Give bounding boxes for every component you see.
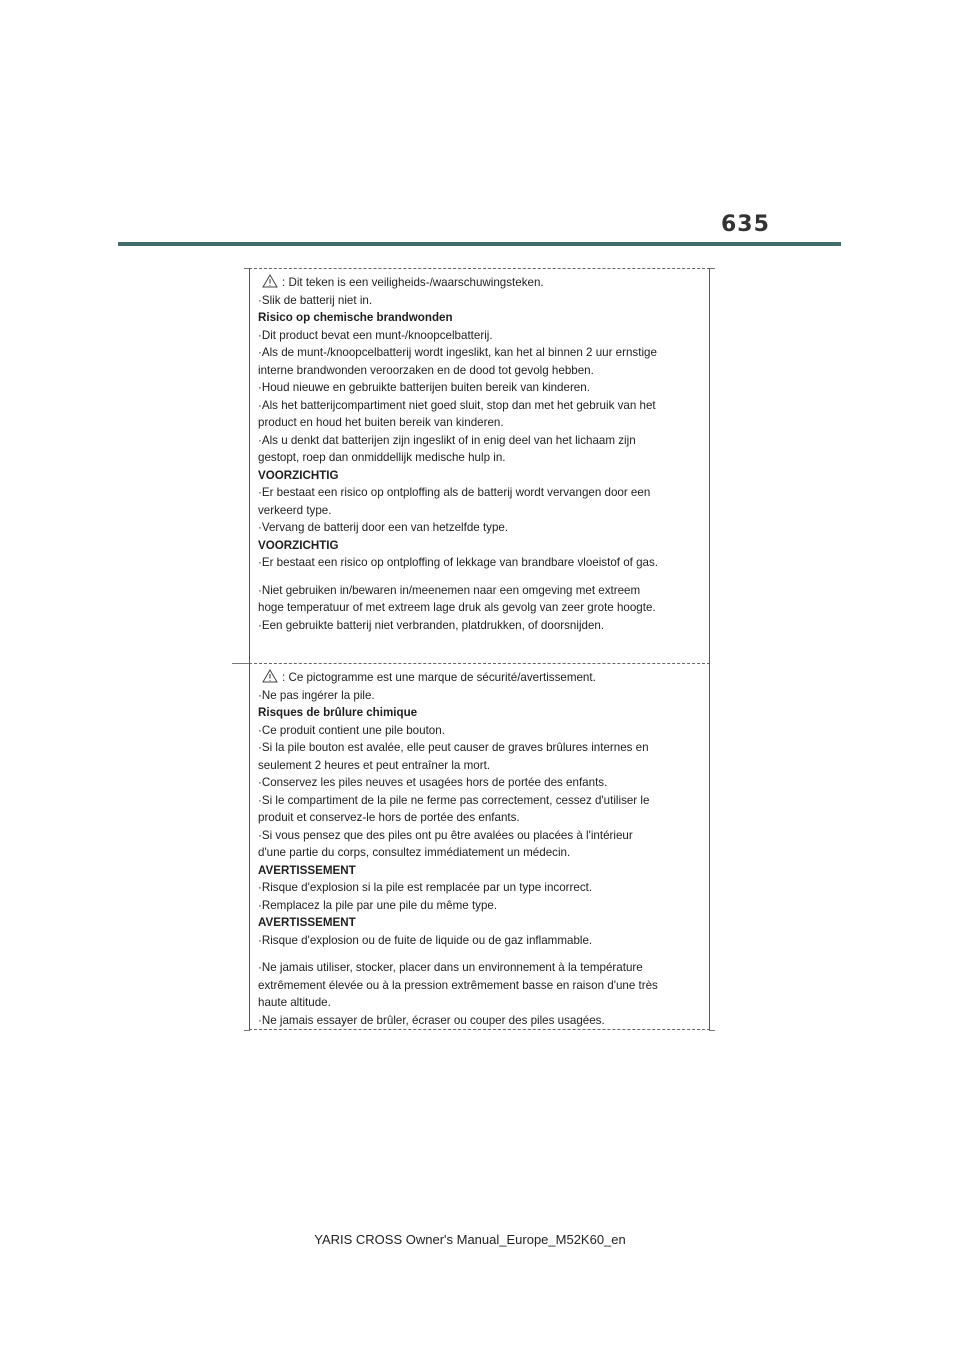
text-line bbox=[258, 897, 698, 915]
line-text: ·Si vous pensez que des piles ont pu être avalées ou placées à l'intérieur bbox=[258, 828, 633, 842]
line-text: ·Ne jamais utiliser, stocker, placer dans un environnement à la température bbox=[258, 961, 643, 974]
text-line bbox=[258, 844, 698, 862]
text-line bbox=[258, 669, 698, 687]
text-line bbox=[258, 397, 698, 415]
text-line bbox=[258, 994, 698, 1012]
spacer bbox=[258, 572, 698, 582]
line-text: ·Risque d'explosion ou de fuite de liquide ou de gaz inflammable. bbox=[258, 933, 593, 947]
line-text: ·Vervang de batterij door een van hetzelfde type. bbox=[258, 521, 509, 534]
section-heading bbox=[258, 914, 698, 932]
text-line bbox=[258, 722, 698, 740]
line-text: ·Als het batterijcompartiment niet goed sluit, stop dan met het gebruik van het bbox=[258, 398, 656, 412]
text-line bbox=[258, 274, 698, 292]
line-text: AVERTISSEMENT bbox=[258, 916, 356, 929]
text-line bbox=[258, 554, 698, 572]
line-text: ·Slik de batterij niet in. bbox=[258, 293, 373, 307]
line-text: hoge temperatuur of met extreem lage druk als gevolg van zeer grote hoogte. bbox=[258, 601, 656, 614]
line-text: verkeerd type. bbox=[258, 503, 332, 517]
section-heading bbox=[258, 309, 698, 327]
line-text: seulement 2 heures et peut entraîner la mort. bbox=[258, 758, 491, 772]
battery-warning-panel-french bbox=[249, 663, 710, 1030]
line-text: VOORZICHTIG bbox=[258, 468, 339, 482]
text-line bbox=[258, 449, 698, 467]
line-text: ·Si la pile bouton est avalée, elle peut causer de graves brûlures internes en bbox=[258, 741, 649, 754]
text-line bbox=[258, 432, 698, 450]
text-line bbox=[258, 617, 698, 635]
text-line bbox=[258, 599, 698, 617]
panel-content-french bbox=[258, 669, 698, 1029]
line-text: VOORZICHTIG bbox=[258, 538, 339, 552]
line-text: ·Ce produit contient une pile bouton. bbox=[258, 723, 445, 737]
line-text: Risques de brûlure chimique bbox=[258, 706, 418, 719]
text-line bbox=[258, 879, 698, 897]
line-text: ·Conservez les piles neuves et usagées hors de portée des enfants. bbox=[258, 776, 608, 789]
page-footer: YARIS CROSS Owner's Manual_Europe_M52K60_en bbox=[314, 1232, 626, 1247]
line-text: interne brandwonden veroorzaken en de dood tot gevolg hebben. bbox=[258, 363, 594, 377]
text-line bbox=[258, 1012, 698, 1030]
text-line bbox=[258, 484, 698, 502]
line-text: gestopt, roep dan onmiddellijk medische hulp in. bbox=[258, 451, 506, 464]
text-line bbox=[258, 809, 698, 827]
line-text: : Ce pictogramme est une marque de sécurité/avertissement. bbox=[282, 671, 596, 684]
line-text: produit et conservez-le hors de portée des enfants. bbox=[258, 811, 520, 824]
text-line bbox=[258, 519, 698, 537]
panel-divider-extension-left bbox=[232, 663, 250, 664]
text-line bbox=[258, 502, 698, 520]
section-heading bbox=[258, 537, 698, 555]
text-line bbox=[258, 414, 698, 432]
line-text: ·Er bestaat een risico op ontploffing als de batterij wordt vervangen door een bbox=[258, 486, 651, 499]
text-line bbox=[258, 739, 698, 757]
section-heading bbox=[258, 704, 698, 722]
text-line bbox=[258, 959, 698, 977]
line-text: AVERTISSEMENT bbox=[258, 863, 356, 877]
line-text: extrêmement élevée ou à la pression extrêmement basse en raison d'une très bbox=[258, 978, 658, 992]
line-text: ·Remplacez la pile par une pile du même type. bbox=[258, 898, 498, 912]
text-line bbox=[258, 292, 698, 310]
text-line bbox=[258, 582, 698, 600]
line-text: ·Ne pas ingérer la pile. bbox=[258, 688, 375, 702]
line-text: d'une partie du corps, consultez immédiatement un médecin. bbox=[258, 846, 571, 859]
line-text: ·Dit product bevat een munt-/knoopcelbatterij. bbox=[258, 328, 493, 342]
section-heading bbox=[258, 467, 698, 485]
text-line bbox=[258, 362, 698, 380]
line-text: : Dit teken is een veiligheids-/waarschuwingsteken. bbox=[282, 276, 544, 289]
line-text: ·Ne jamais essayer de brûler, écraser ou couper des piles usagées. bbox=[258, 1013, 605, 1027]
line-text: ·Risque d'explosion si la pile est remplacée par un type incorrect. bbox=[258, 881, 593, 894]
text-line bbox=[258, 379, 698, 397]
battery-warning-panel-dutch bbox=[249, 268, 710, 663]
section-heading bbox=[258, 862, 698, 880]
line-text: Risico op chemische brandwonden bbox=[258, 311, 453, 324]
text-line bbox=[258, 977, 698, 995]
line-text: ·Si le compartiment de la pile ne ferme pas correctement, cessez d'utiliser le bbox=[258, 793, 650, 807]
line-text: ·Als de munt-/knoopcelbatterij wordt ingeslikt, kan het al binnen 2 uur ernstige bbox=[258, 346, 657, 359]
text-line bbox=[258, 827, 698, 845]
panel-bottom-extension-left bbox=[244, 1030, 250, 1031]
warning-triangle-icon bbox=[262, 274, 278, 288]
warning-triangle-icon bbox=[262, 669, 278, 683]
panel-content-dutch bbox=[258, 274, 698, 634]
line-text: ·Als u denkt dat batterijen zijn ingeslikt of in enig deel van het lichaam zijn bbox=[258, 433, 636, 447]
text-line bbox=[258, 792, 698, 810]
line-text: product en houd het buiten bereik van kinderen. bbox=[258, 416, 504, 429]
line-text: ·Er bestaat een risico op ontploffing of lekkage van brandbare vloeistof of gas. bbox=[258, 556, 659, 569]
text-line bbox=[258, 774, 698, 792]
line-text: ·Een gebruikte batterij niet verbranden, platdrukken, of doorsnijden. bbox=[258, 618, 605, 632]
panel-bottom-extension-right bbox=[709, 1030, 715, 1031]
spacer bbox=[258, 949, 698, 959]
text-line bbox=[258, 687, 698, 705]
text-line bbox=[258, 327, 698, 345]
line-text: ·Houd nieuwe en gebruikte batterijen buiten bereik van kinderen. bbox=[258, 381, 590, 394]
line-text: haute altitude. bbox=[258, 996, 331, 1009]
header-rule bbox=[118, 242, 841, 246]
text-line bbox=[258, 757, 698, 775]
page-number: 635 bbox=[721, 212, 770, 237]
line-text: ·Niet gebruiken in/bewaren in/meenemen naar een omgeving met extreem bbox=[258, 583, 641, 597]
text-line bbox=[258, 344, 698, 362]
text-line bbox=[258, 932, 698, 950]
